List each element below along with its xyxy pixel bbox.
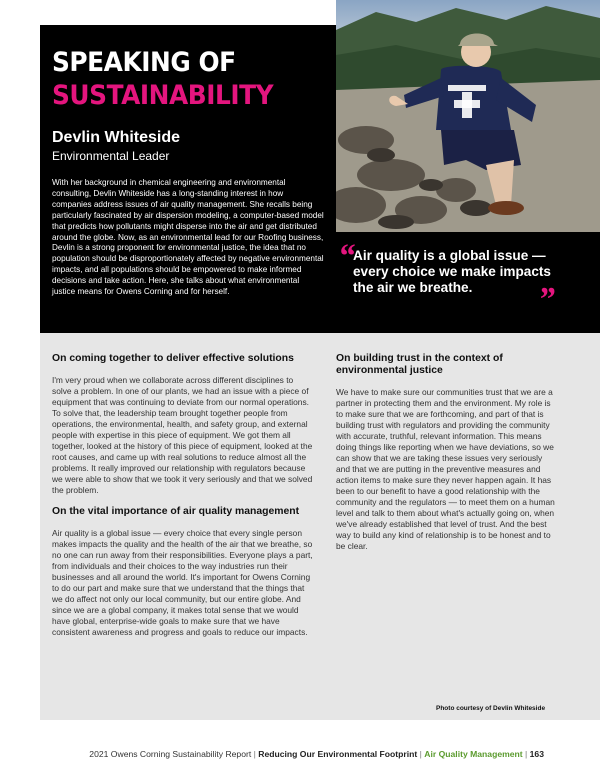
footer-separator: | <box>419 749 422 759</box>
page-number: 163 <box>529 749 544 759</box>
quote-open-mark: “ <box>338 238 355 275</box>
footer-section: Reducing Our Environmental Footprint <box>258 749 418 759</box>
section-body: I'm very proud when we collaborate across different disciplines to solve a problem. In one of our plants, we had an issue with a piece of equipment that was continuing to deviate from our normal operations. To solve that, the leadership team brought together people from operations, the environmental, health, and safety group, and external people with expertise in this piece of equipment. We got them all together, looked at the history of this piece of equipment, looked at the root causes, and came up with real solutions to reduce almost all the problems. It really improved our relationship with regulators because we were able to show that we took it very seriously and that we solved the problem. <box>52 375 313 495</box>
section-body: Air quality is a global issue — every choice that every single person makes impacts the quality and the health of the air that we breathe, so no one can run away from their responsibilities. Everyone plays a part, from individuals and their choices to the way industries run their businesses and all around the world. It's important for Owens Corning to do our part and make sure that we understand that the things that we do affect not only our local community, but our entire globe. And since we are a global company, it makes total sense that we would have global, enterprise-wide goals to make sure that we have consistent awareness and progress and goals to reduce our impacts. <box>52 528 313 637</box>
page-title-line1: SPEAKING OF <box>52 47 236 78</box>
right-column <box>336 353 556 552</box>
section-heading: On coming together to deliver effective solutions <box>52 353 294 364</box>
photo-caption: Photo courtesy of Devlin Whiteside <box>436 705 546 712</box>
person-role: Environmental Leader <box>52 149 170 163</box>
left-column <box>52 353 314 638</box>
portrait-photo <box>336 0 600 232</box>
footer-subsection: Air Quality Management <box>424 749 523 759</box>
footer-separator: | <box>253 749 256 759</box>
quote-close-mark: ” <box>538 281 555 318</box>
footer-report-title: 2021 Owens Corning Sustainability Report <box>89 749 252 759</box>
intro-paragraph: With her background in chemical engineering and environmental consulting, Devlin Whiteside has a long-standing interest in how companies address issues of air quality management. She recalls being particularly fascinated by air dispersion modeling, a computer-based model that predicts how pollutants might disperse into the air and get distributed around the globe. Now, as an environmental lead for our Roofing business, Devlin is a strong proponent for environmental justice, the idea that no population should be disproportionately affected by negative environmental impacts, and all populations should be empowered to make informed decisions and take action. Here, she talks about what environmental justice means for Owens Corning and for herself. <box>52 178 324 297</box>
footer-separator: | <box>525 749 528 759</box>
pull-quote: Air quality is a global issue — every choice we make impacts the air we breathe. <box>353 248 551 296</box>
mountain-photo-illustration <box>336 0 600 232</box>
section-heading: On the vital importance of air quality management <box>52 506 300 517</box>
section-heading: On building trust in the context of environmental justice <box>336 353 503 376</box>
page-footer <box>0 749 544 759</box>
section-body: We have to make sure our communities trust that we are a partner in protecting them and the environment. My role is to make sure that we are forthcoming, and part of that is building trust with regulators and providing the community with accurate, truthful, relevant information. This means doing things like reporting when we have deviations, so we can show that we are taking these issues very seriously and that we are putting in the preventive measures and action items to make sure they never happen again. It has been to our benefit to have a good relationship with the community and the regulators — to meet them on a human level and talk to them about what's actually going on, when we've already established that level of trust. And the best way to build any kind of relationship is to be honest and to be clear. <box>336 387 555 551</box>
page-title-line2: SUSTAINABILITY <box>52 80 274 111</box>
person-name: Devlin Whiteside <box>52 129 181 146</box>
